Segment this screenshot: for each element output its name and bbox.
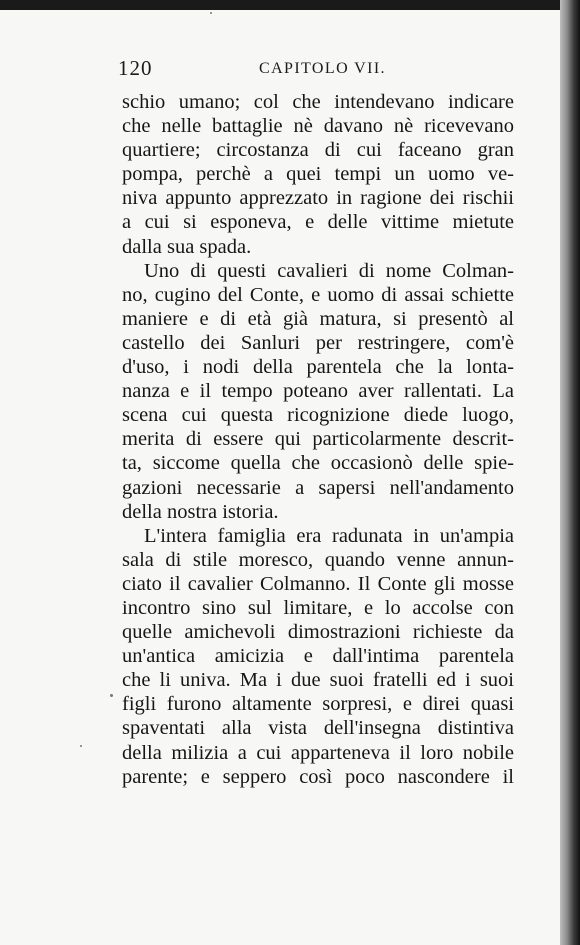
scan-edge-right [560, 0, 580, 945]
text-line: schio umano; col che intendevano indicare [122, 91, 514, 113]
text-line: quartiere; circostanza di cui faceano gran [122, 139, 514, 162]
page-number: 120 [118, 56, 153, 80]
text-line: maniere e di età già matura, si presentò al [122, 307, 514, 330]
text-line: scena cui questa ricognizione diede luogo, [122, 404, 514, 427]
text-line: un'antica amicizia e dall'intima parentela [122, 645, 514, 668]
paper-speck [110, 694, 113, 697]
text-line: parente; e seppero così poco nascondere il [122, 765, 514, 788]
text-line: ciato il cavalier Colmanno. Il Conte gli mosse [122, 572, 514, 595]
running-head: CAPITOLO VII. [259, 60, 386, 77]
text-line: Uno di questi cavalieri di nome Colman- [144, 259, 514, 282]
text-line: dalla sua spada. [122, 235, 252, 258]
text-line: che nelle battaglie nè davano nè ricevevano [122, 115, 514, 138]
text-line: niva appunto apprezzato in ragione dei rischii [122, 187, 514, 210]
text-line: gazioni necessarie a sapersi nell'andamento [122, 476, 514, 499]
scan-edge-top [0, 0, 580, 10]
text-line: sala di stile moresco, quando venne annun- [122, 548, 514, 571]
text-line: nanza e il tempo poteano aver rallentati. La [122, 380, 514, 403]
text-line: ta, siccome quella che occasionò delle spie- [122, 452, 514, 475]
text-line: che li univa. Ma i due suoi fratelli ed i suoi [122, 669, 514, 692]
text-line: della nostra istoria. [122, 500, 279, 523]
paper-speck [210, 12, 212, 14]
text-line: incontro sino sul limitare, e lo accolse con [122, 596, 514, 619]
text-line: castello dei Sanluri per restringere, com'è [122, 331, 514, 354]
text-line: merita di essere qui particolarmente descrit- [122, 428, 514, 451]
text-line: della milizia a cui apparteneva il loro nobile [122, 741, 514, 764]
body-text [122, 90, 514, 789]
paper-speck [80, 745, 82, 747]
text-line: L'intera famiglia era radunata in un'ampia [144, 524, 514, 547]
text-line: d'uso, i nodi della parentela che la lonta- [122, 356, 514, 379]
text-line: no, cugino del Conte, e uomo di assai schiette [122, 283, 514, 306]
text-line: pompa, perchè a quei tempi un uomo ve- [122, 163, 514, 186]
text-line: figli furono altamente sorpresi, e direi quasi [122, 693, 514, 716]
text-line: quelle amichevoli dimostrazioni richieste da [122, 621, 514, 644]
text-line: spaventati alla vista dell'insegna distintiva [122, 717, 514, 740]
page-header [118, 56, 518, 82]
text-line: a cui si esponeva, e delle vittime mietute [122, 211, 514, 234]
